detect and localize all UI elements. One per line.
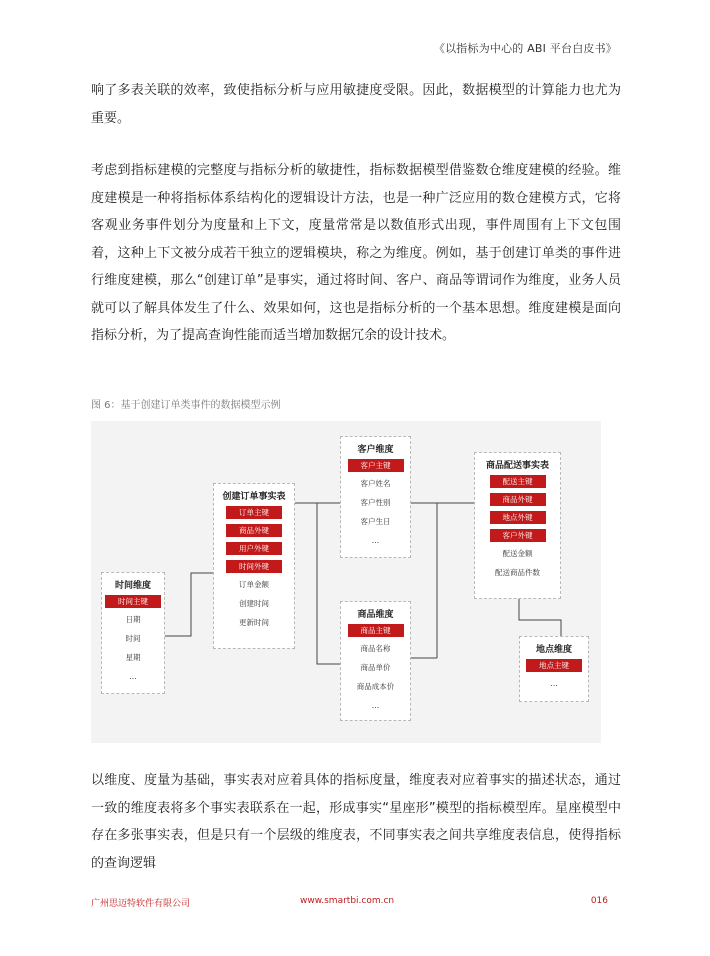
customer-field-birthday: 客户生日 [360,517,391,526]
time-field-weekday: 星期 [125,653,141,662]
product-field-name: 商品名称 [360,644,391,653]
product-primary-key: 商品主键 [348,624,404,637]
customer-field-gender: 客户性别 [360,498,391,507]
customer-primary-key: 客户主键 [348,459,404,472]
paragraph-2: 考虑到指标建模的完整度与指标分析的敏捷性，指标数据模型借鉴数仓维度建模的经验。维度建模是一种将指标体系结构化的逻辑设计方法，也是一种广泛应用的数仓建模方式，它将客观业务事件划分为度量和上下文，度量常常是以数值形式出现，事件周围有上下文包围着，这种上下文被分成若干独立的逻辑模块，称之为维度。例如，基于创建订单类的事件进行维度建模，那么“创建订单”是事实，通过将时间、客户、商品等谓词作为维度，业务人员就可以了解具体发生了什么、效果如何，这也是指标分析的一个基本思想。维度建模是面向指标分析，为了提高查询性能而适当增加数据冗余的设计技术。 [91,163,621,343]
time-primary-key: 时间主键 [105,595,161,608]
figure-caption: 图 6：基于创建订单类事件的数据模型示例 [91,400,281,411]
time-field-more: … [129,672,137,681]
delivery-product-foreign-key: 商品外键 [490,493,546,506]
order-time-foreign-key: 时间外键 [226,560,282,573]
order-field-updated: 更新时间 [239,618,269,627]
paragraph-3: 以维度、度量为基础，事实表对应着具体的指标度量，维度表对应着事实的描述状态，通过一致的维度表将多个事实表联系在一起，形成事实“星座形”模型的指标模型库。星座模型中存在多张事实表，但是只有一个层级的维度表，不同事实表之间共享维度表信息，使得指标的查询逻辑 [91,773,621,871]
order-field-amount: 订单金额 [239,580,269,589]
delivery-primary-key: 配送主键 [490,475,546,488]
location-field-more: … [550,679,558,688]
delivery-fact-table [474,452,561,599]
footer-company: 广州思迈特软件有限公司 [91,899,191,909]
delivery-location-foreign-key: 地点外键 [490,511,546,524]
customer-dimension-title: 客户维度 [357,445,394,455]
footer-url[interactable]: www.smartbi.com.cn [300,896,395,906]
data-model-figure [91,421,601,743]
product-field-cost: 商品成本价 [356,682,395,691]
order-primary-key: 订单主键 [226,506,282,519]
time-dimension-table [101,572,165,694]
paragraph-1: 响了多表关联的效率，致使指标分析与应用敏捷度受限。因此，数据模型的计算能力也尤为重要。 [91,83,621,126]
product-dimension-table [340,601,411,721]
order-user-foreign-key: 用户外键 [226,542,282,555]
order-fact-title: 创建订单事实表 [222,492,286,502]
product-field-price: 商品单价 [360,663,391,672]
order-field-created: 创建时间 [239,599,269,608]
location-dimension-title: 地点维度 [535,645,572,655]
customer-dimension-table [340,436,411,558]
document-header: 《以指标为中心的 ABI 平台白皮书》 [433,42,617,55]
customer-field-more: … [371,536,380,545]
time-field-date: 日期 [125,615,141,624]
location-primary-key: 地点主键 [526,659,582,672]
location-dimension-table [519,636,589,702]
product-dimension-title: 商品维度 [357,610,394,620]
order-fact-table [213,483,295,649]
delivery-customer-foreign-key: 客户外键 [490,529,546,542]
time-field-time: 时间 [125,634,141,643]
delivery-field-amount: 配送金额 [502,549,533,558]
order-product-foreign-key: 商品外键 [226,524,282,537]
customer-field-name: 客户姓名 [360,479,391,488]
footer-page-number: 016 [590,896,608,906]
product-field-more: … [371,701,380,710]
time-dimension-title: 时间维度 [114,581,151,591]
delivery-fact-title: 商品配送事实表 [485,461,549,471]
delivery-field-count: 配送商品件数 [495,568,540,577]
